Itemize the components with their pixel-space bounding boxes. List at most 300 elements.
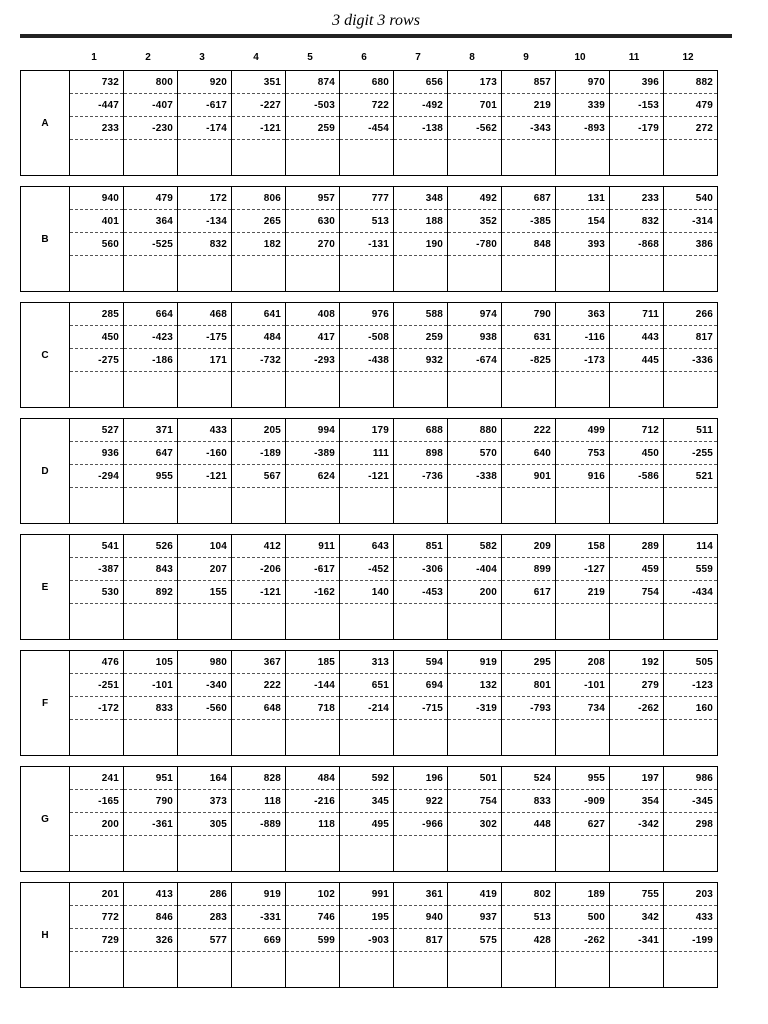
answer-space[interactable] [610,952,663,987]
problem-cell [610,767,664,871]
answer-space[interactable] [340,836,393,871]
problem-cell [394,535,448,639]
addend: -206 [260,564,281,575]
addend: 342 [641,912,659,923]
dashed-guide [70,673,123,674]
addend: -144 [314,680,335,691]
problem-cell [556,883,610,987]
addend: 641 [263,309,281,320]
addend: 351 [263,77,281,88]
dashed-guide [448,348,501,349]
dashed-guide [502,325,555,326]
problem-cell [664,651,717,755]
answer-space[interactable] [178,836,231,871]
answer-space[interactable] [232,372,285,407]
addend: 500 [587,912,605,923]
answer-space[interactable] [232,836,285,871]
addend: -189 [260,448,281,459]
answer-space[interactable] [394,140,447,175]
addend: 729 [101,935,119,946]
answer-space[interactable] [664,952,717,987]
dashed-guide [610,557,663,558]
answer-space[interactable] [340,488,393,523]
answer-space[interactable] [664,488,717,523]
dashed-guide [610,232,663,233]
problem-block [20,70,718,176]
answer-space[interactable] [610,372,663,407]
dashed-guide [286,348,339,349]
answer-space[interactable] [448,372,501,407]
addend: 648 [263,703,281,714]
answer-space[interactable] [664,604,717,639]
problem-cell [610,535,664,639]
addend: -134 [206,216,227,227]
addend: 777 [371,193,389,204]
dashed-guide [178,464,231,465]
addend: 530 [101,587,119,598]
addend: 102 [317,889,335,900]
dashed-guide [664,348,717,349]
addend: -336 [692,355,713,366]
problem-cell [70,419,124,523]
answer-space[interactable] [70,952,123,987]
answer-space[interactable] [394,720,447,755]
answer-space[interactable] [340,140,393,175]
answer-space[interactable] [70,140,123,175]
problem-cell [232,419,286,523]
answer-space[interactable] [232,720,285,755]
addend: 936 [101,448,119,459]
addend: 828 [263,773,281,784]
answer-space[interactable] [448,952,501,987]
answer-space[interactable] [286,140,339,175]
addend: -121 [260,587,281,598]
addend: -617 [206,100,227,111]
dashed-guide [556,93,609,94]
problem-cell [610,883,664,987]
dashed-guide [340,557,393,558]
answer-space[interactable] [178,256,231,291]
answer-space[interactable] [502,604,555,639]
addend: 898 [425,448,443,459]
addend: 200 [479,587,497,598]
dashed-guide [70,348,123,349]
answer-space[interactable] [232,140,285,175]
answer-space[interactable] [178,604,231,639]
answer-space[interactable] [232,256,285,291]
dashed-guide [340,348,393,349]
dashed-guide [394,789,447,790]
answer-space[interactable] [664,720,717,755]
addend: 241 [101,773,119,784]
addend: -825 [530,355,551,366]
answer-space[interactable] [610,256,663,291]
addend: -343 [530,123,551,134]
answer-space[interactable] [448,604,501,639]
dashed-guide [232,325,285,326]
addend: 656 [425,77,443,88]
addend: 957 [317,193,335,204]
answer-space[interactable] [556,488,609,523]
addend: 417 [317,332,335,343]
page-title: 3 digit 3 rows [332,12,420,29]
answer-space[interactable] [556,836,609,871]
answer-space[interactable] [556,372,609,407]
answer-space[interactable] [124,488,177,523]
addend: -508 [368,332,389,343]
answer-space[interactable] [502,256,555,291]
answer-space[interactable] [178,488,231,523]
problem-cell [556,187,610,291]
answer-space[interactable] [448,488,501,523]
addend: 755 [641,889,659,900]
answer-space[interactable] [502,140,555,175]
answer-space[interactable] [178,952,231,987]
dashed-guide [610,673,663,674]
problem-cell [556,71,610,175]
answer-space[interactable] [286,372,339,407]
answer-space[interactable] [286,836,339,871]
addend: -341 [638,935,659,946]
answer-space[interactable] [448,256,501,291]
addend: -116 [584,332,605,343]
answer-space[interactable] [124,372,177,407]
dashed-guide [178,232,231,233]
answer-space[interactable] [124,836,177,871]
answer-space[interactable] [124,952,177,987]
addend: -361 [152,819,173,830]
row-label: D [21,419,70,523]
dashed-guide [502,812,555,813]
addend: 164 [209,773,227,784]
dashed-guide [394,812,447,813]
dashed-guide [286,905,339,906]
answer-space[interactable] [448,140,501,175]
answer-space[interactable] [124,256,177,291]
addend: 664 [155,309,173,320]
dashed-guide [178,789,231,790]
addend: -389 [314,448,335,459]
problem-cell [178,419,232,523]
answer-space[interactable] [664,140,717,175]
addend: -889 [260,819,281,830]
dashed-guide [502,93,555,94]
dashed-guide [502,905,555,906]
addend: 874 [317,77,335,88]
addend: 367 [263,657,281,668]
column-number: 1 [91,52,97,63]
addend: 265 [263,216,281,227]
answer-space[interactable] [340,604,393,639]
addend: 832 [209,239,227,250]
dashed-guide [178,696,231,697]
addend: 955 [587,773,605,784]
problem-cell [286,303,340,407]
answer-space[interactable] [124,604,177,639]
dashed-guide [70,325,123,326]
addend: -674 [476,355,497,366]
answer-space[interactable] [232,488,285,523]
answer-space[interactable] [664,256,717,291]
dashed-guide [286,116,339,117]
answer-space[interactable] [502,952,555,987]
problem-cell [448,419,502,523]
addend: 266 [695,309,713,320]
dashed-guide [394,116,447,117]
dashed-guide [286,557,339,558]
addend: 911 [318,541,335,552]
dashed-guide [610,580,663,581]
dashed-guide [70,209,123,210]
addend: -407 [152,100,173,111]
addend: 846 [155,912,173,923]
addend: 754 [641,587,659,598]
dashed-guide [232,209,285,210]
addend: 640 [533,448,551,459]
addend: 433 [695,912,713,923]
answer-space[interactable] [286,720,339,755]
answer-space[interactable] [394,488,447,523]
addend: 732 [101,77,119,88]
dashed-guide [556,441,609,442]
answer-space[interactable] [178,372,231,407]
column-number: 12 [682,52,694,63]
dashed-guide [232,232,285,233]
addend: 364 [155,216,173,227]
addend: 160 [695,703,713,714]
problem-cell [178,187,232,291]
addend: -793 [530,703,551,714]
addend: 196 [425,773,443,784]
addend: -216 [314,796,335,807]
answer-space[interactable] [394,372,447,407]
problem-cell [178,535,232,639]
addend: 694 [425,680,443,691]
addend: -903 [368,935,389,946]
row-label: E [21,535,70,639]
problem-cell [232,883,286,987]
answer-space[interactable] [286,604,339,639]
dashed-guide [448,673,501,674]
addend: 524 [533,773,551,784]
addend: 802 [533,889,551,900]
answer-space[interactable] [70,488,123,523]
dashed-guide [502,232,555,233]
dashed-guide [340,905,393,906]
answer-space[interactable] [394,836,447,871]
problem-cells [70,303,717,407]
addend: 428 [533,935,551,946]
dashed-guide [394,928,447,929]
dashed-guide [664,928,717,929]
dashed-guide [232,673,285,674]
addend: 185 [317,657,335,668]
addend: 219 [533,100,551,111]
answer-space[interactable] [124,720,177,755]
dashed-guide [502,580,555,581]
addend: 722 [371,100,389,111]
dashed-guide [448,441,501,442]
dashed-guide [610,928,663,929]
addend: 158 [587,541,605,552]
answer-space[interactable] [610,488,663,523]
problem-cell [556,651,610,755]
dashed-guide [394,673,447,674]
dashed-guide [232,696,285,697]
dashed-guide [610,789,663,790]
dashed-guide [664,209,717,210]
addend: 302 [479,819,497,830]
addend: 104 [209,541,227,552]
column-number: 11 [628,52,640,63]
answer-space[interactable] [502,372,555,407]
answer-space[interactable] [286,256,339,291]
answer-space[interactable] [232,952,285,987]
answer-space[interactable] [178,140,231,175]
dashed-guide [70,812,123,813]
answer-space[interactable] [610,720,663,755]
addend: 208 [587,657,605,668]
answer-space[interactable] [70,372,123,407]
dashed-guide [556,905,609,906]
dashed-guide [502,464,555,465]
addend: -214 [368,703,389,714]
addend: 669 [263,935,281,946]
problem-cells [70,419,717,523]
answer-space[interactable] [70,256,123,291]
answer-space[interactable] [664,372,717,407]
addend: 582 [479,541,497,552]
addend: 594 [425,657,443,668]
answer-space[interactable] [286,488,339,523]
dashed-guide [124,580,177,581]
addend: -127 [584,564,605,575]
addend: 259 [317,123,335,134]
answer-space[interactable] [556,720,609,755]
addend: -525 [152,239,173,250]
dashed-guide [178,905,231,906]
answer-space[interactable] [664,836,717,871]
answer-space[interactable] [340,720,393,755]
addend: 994 [317,425,335,436]
addend: 345 [371,796,389,807]
dashed-guide [286,441,339,442]
addend: 718 [317,703,335,714]
dashed-guide [394,557,447,558]
answer-space[interactable] [610,140,663,175]
addend: 511 [696,425,713,436]
dashed-guide [70,928,123,929]
answer-space[interactable] [286,952,339,987]
addend: 172 [209,193,227,204]
answer-space[interactable] [70,720,123,755]
dashed-guide [286,928,339,929]
addend: 806 [263,193,281,204]
answer-space[interactable] [394,256,447,291]
addend: 190 [425,239,443,250]
addend: 577 [209,935,227,946]
dashed-guide [340,116,393,117]
dashed-guide [286,696,339,697]
answer-space[interactable] [610,836,663,871]
dashed-guide [394,441,447,442]
addend: 932 [425,355,443,366]
answer-space[interactable] [448,720,501,755]
addend: -306 [422,564,443,575]
dashed-guide [556,464,609,465]
answer-space[interactable] [610,604,663,639]
answer-space[interactable] [556,604,609,639]
answer-space[interactable] [556,140,609,175]
problem-cell [178,303,232,407]
answer-space[interactable] [340,952,393,987]
answer-space[interactable] [394,604,447,639]
answer-space[interactable] [70,836,123,871]
addend: -909 [584,796,605,807]
addend: 354 [641,796,659,807]
addend: 790 [155,796,173,807]
dashed-guide [502,557,555,558]
dashed-guide [70,116,123,117]
problem-cell [448,187,502,291]
answer-space[interactable] [448,836,501,871]
dashed-guide [448,789,501,790]
addend: 155 [209,587,227,598]
answer-space[interactable] [556,952,609,987]
answer-space[interactable] [340,372,393,407]
addend: 938 [479,332,497,343]
addend: 970 [587,77,605,88]
addend: 259 [425,332,443,343]
addend: -438 [368,355,389,366]
problem-block [20,650,718,756]
addend: 688 [425,425,443,436]
answer-space[interactable] [502,720,555,755]
dashed-guide [286,93,339,94]
addend: 222 [263,680,281,691]
addend: 974 [479,309,497,320]
addend: 541 [101,541,119,552]
answer-space[interactable] [394,952,447,987]
answer-space[interactable] [502,836,555,871]
dashed-guide [610,348,663,349]
problem-cell [610,71,664,175]
dashed-guide [124,905,177,906]
addend: 501 [479,773,497,784]
dashed-guide [178,928,231,929]
problem-cell [286,187,340,291]
answer-space[interactable] [124,140,177,175]
addend: 575 [479,935,497,946]
answer-space[interactable] [502,488,555,523]
addend: 298 [695,819,713,830]
addend: -492 [422,100,443,111]
addend: 201 [101,889,119,900]
addend: 991 [371,889,389,900]
problem-cell [394,71,448,175]
addend: 459 [641,564,659,575]
addend: 937 [479,912,497,923]
addend: -262 [584,935,605,946]
dashed-guide [340,928,393,929]
problem-cell [178,883,232,987]
answer-space[interactable] [70,604,123,639]
answer-space[interactable] [232,604,285,639]
answer-space[interactable] [556,256,609,291]
answer-space[interactable] [178,720,231,755]
problem-cell [286,71,340,175]
answer-space[interactable] [340,256,393,291]
